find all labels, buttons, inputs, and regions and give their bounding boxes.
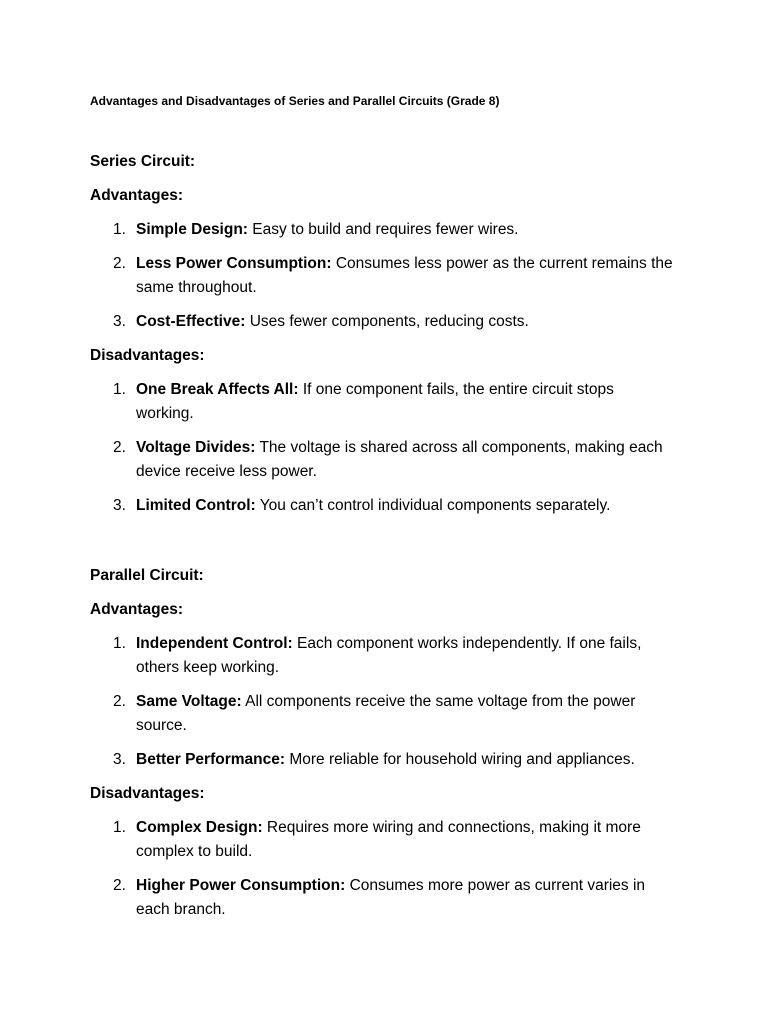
list-item-number: 1. — [113, 381, 126, 398]
disadvantages-heading: Disadvantages: — [90, 347, 205, 364]
list-item-number: 2. — [113, 693, 126, 710]
list-item-label: Less Power Consumption: — [136, 255, 332, 272]
list-item-text: Requires more wiring and connections, making it more complex to build. — [136, 819, 641, 860]
list-item-label: Same Voltage: — [136, 693, 242, 710]
list-item-content — [136, 632, 658, 680]
list-item-label: Voltage Divides: — [136, 439, 256, 456]
list-item-label: One Break Affects All: — [136, 381, 299, 398]
list-item-content — [136, 378, 638, 426]
list-item-label: Better Performance: — [136, 751, 286, 768]
section-heading: Parallel Circuit: — [90, 567, 204, 584]
list-item — [113, 494, 730, 518]
parallel-circuit-section — [90, 564, 730, 932]
list-item-content — [136, 816, 671, 864]
list-item-text: More reliable for household wiring and appliances. — [289, 751, 635, 768]
list-item-text: Easy to build and requires fewer wires. — [252, 221, 519, 238]
list-item-number: 1. — [113, 819, 126, 836]
list-item-text: Each component works independently. If one fails, others keep working. — [136, 635, 642, 676]
list-item — [113, 218, 730, 242]
document-title: Advantages and Disadvantages of Series and Parallel Circuits (Grade 8) — [90, 94, 500, 108]
advantages-heading: Advantages: — [90, 187, 184, 204]
list-item-content — [136, 436, 688, 484]
list-item-number: 1. — [113, 635, 126, 652]
series-circuit-section — [90, 150, 730, 528]
document-body — [90, 91, 730, 932]
list-item-text: Consumes less power as the current remains the same throughout. — [136, 255, 673, 296]
disadvantages-list — [90, 816, 730, 922]
list-item-number: 2. — [113, 255, 126, 272]
list-item — [113, 748, 730, 772]
list-item-text: Uses fewer components, reducing costs. — [249, 313, 529, 330]
list-item-number: 3. — [113, 751, 126, 768]
list-item-number: 3. — [113, 497, 126, 514]
list-item-label: Cost-Effective: — [136, 313, 246, 330]
list-item-label: Higher Power Consumption: — [136, 877, 346, 894]
disadvantages-list — [90, 378, 730, 518]
list-item-text: Consumes more power as current varies in each branch. — [136, 877, 646, 918]
list-item-number: 1. — [113, 221, 126, 238]
list-item — [113, 874, 730, 922]
list-item-text: All components receive the same voltage from the power source. — [136, 693, 636, 734]
list-item-label: Independent Control: — [136, 635, 293, 652]
list-item-content — [136, 748, 679, 772]
list-item-text: If one component fails, the entire circuit stops working. — [136, 381, 614, 422]
disadvantages-heading: Disadvantages: — [90, 785, 205, 802]
list-item — [113, 378, 730, 426]
list-item-label: Complex Design: — [136, 819, 263, 836]
list-item-text: The voltage is shared across all components, making each device receive less power. — [136, 439, 663, 480]
list-item-number: 2. — [113, 439, 126, 456]
advantages-heading: Advantages: — [90, 601, 184, 618]
advantages-list — [90, 632, 730, 772]
section-heading: Series Circuit: — [90, 153, 196, 170]
list-item — [113, 816, 730, 864]
list-item — [113, 436, 730, 484]
list-item-number: 2. — [113, 877, 126, 894]
list-item-content — [136, 874, 663, 922]
list-item-number: 3. — [113, 313, 126, 330]
list-item-content — [136, 494, 679, 518]
list-item-label: Limited Control: — [136, 497, 256, 514]
list-item-content — [136, 252, 692, 300]
list-item-content — [136, 310, 679, 334]
list-item-content — [136, 690, 665, 738]
list-item-content — [136, 218, 679, 242]
advantages-list — [90, 218, 730, 334]
list-item — [113, 310, 730, 334]
list-item — [113, 252, 730, 300]
list-item — [113, 632, 730, 680]
list-item — [113, 690, 730, 738]
list-item-text: You can’t control individual components separately. — [259, 497, 611, 514]
list-item-label: Simple Design: — [136, 221, 248, 238]
